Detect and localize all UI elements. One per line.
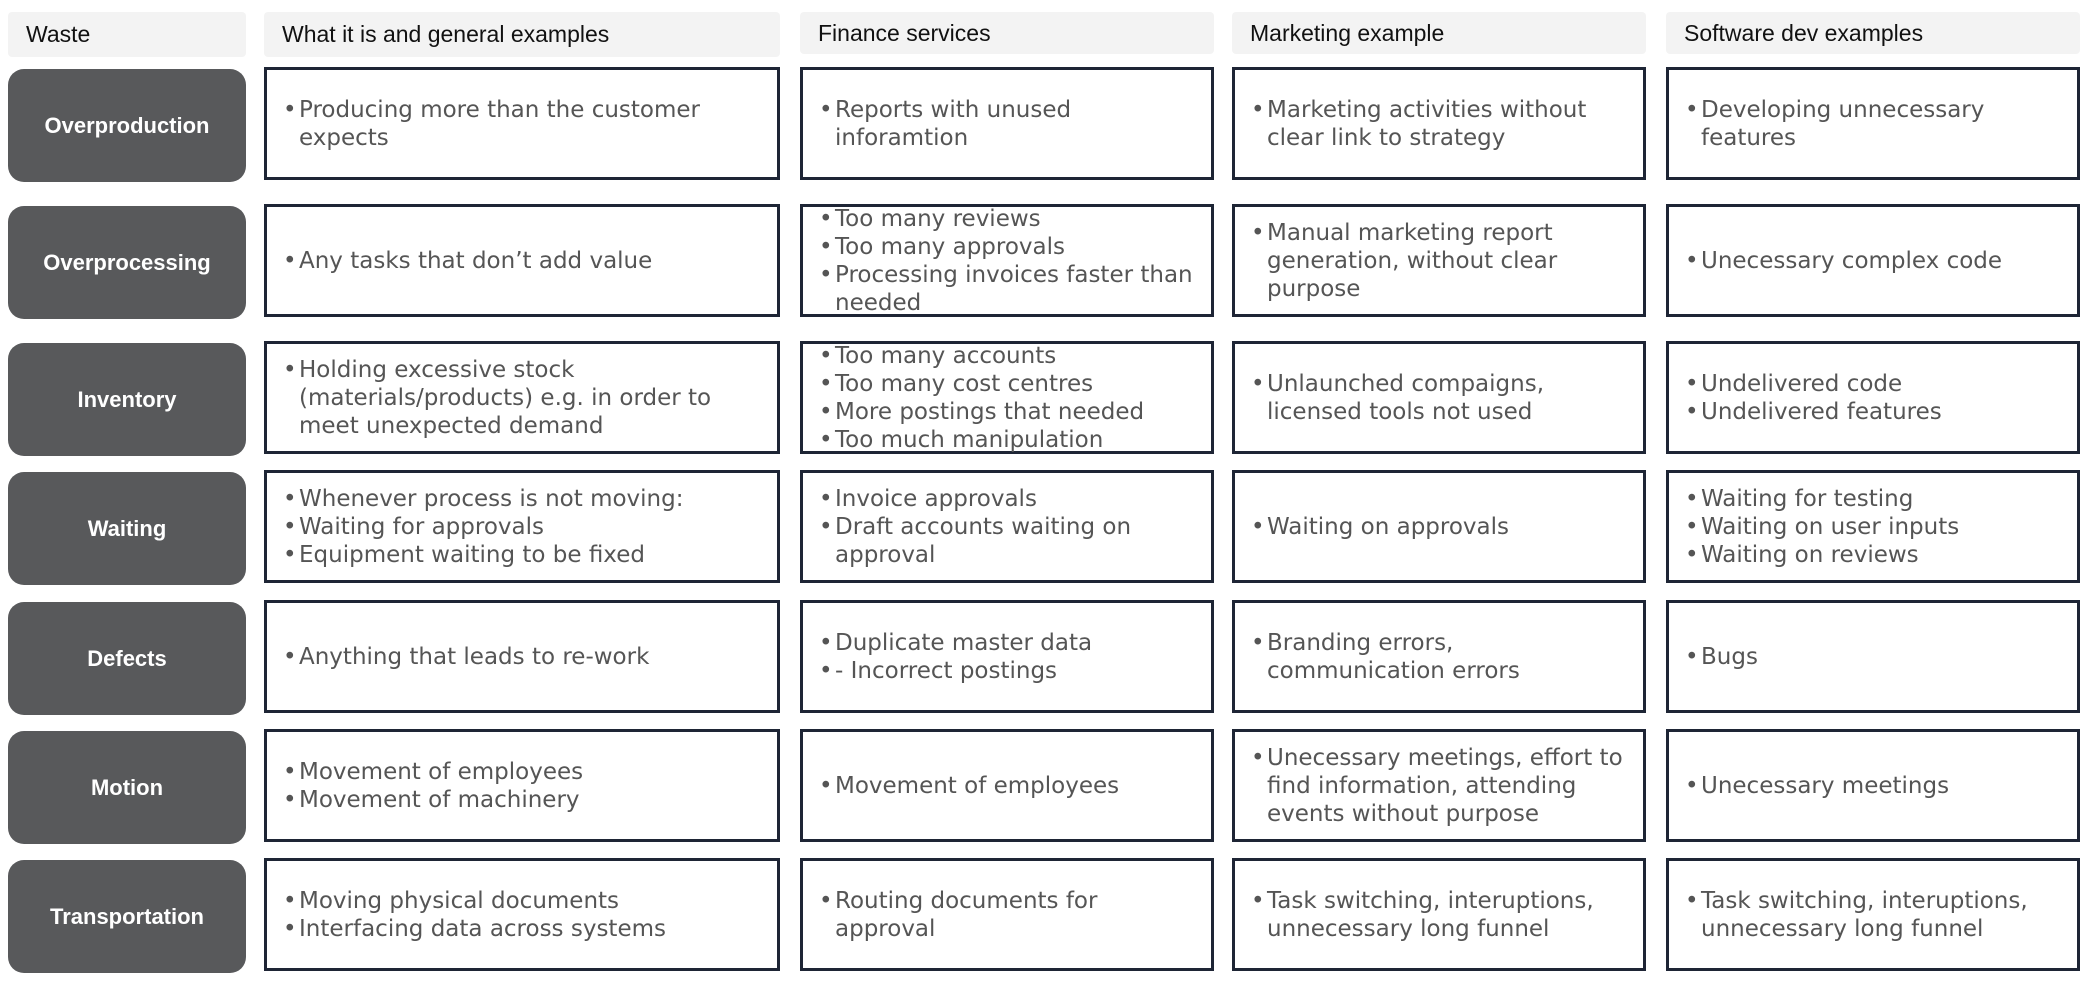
cell-marketing xyxy=(1232,729,1646,842)
cell-finance xyxy=(800,204,1214,317)
bullet-item: • Unecessary complex code xyxy=(1685,247,2063,275)
bullet-item: • Producing more than the customer expects xyxy=(283,96,763,152)
header-finance-services: Finance services xyxy=(800,12,1214,54)
header-software-dev-examples: Software dev examples xyxy=(1666,12,2080,54)
header-general-examples: What it is and general examples xyxy=(264,12,780,57)
bullet-item: • Routing documents for approval xyxy=(819,887,1197,943)
bullet-item: • Too many approvals xyxy=(819,233,1197,261)
bullet-item: • Movement of machinery xyxy=(283,786,763,814)
bullet-item: • Task switching, interuptions, unnecessary long funnel xyxy=(1685,887,2063,943)
bullet-list xyxy=(1251,96,1629,152)
bullet-item: • Whenever process is not moving: xyxy=(283,485,763,513)
bullet-list xyxy=(283,758,763,814)
waste-label-inventory: Inventory xyxy=(8,343,246,456)
bullet-item: • Developing unnecessary features xyxy=(1685,96,2063,152)
bullet-list xyxy=(819,205,1197,317)
bullet-item: • Equipment waiting to be fixed xyxy=(283,541,763,569)
bullet-item: • Any tasks that don’t add value xyxy=(283,247,763,275)
bullet-list xyxy=(1251,513,1629,541)
bullet-item: • Too many accounts xyxy=(819,342,1197,370)
bullet-list xyxy=(283,643,763,671)
cell-general xyxy=(264,341,780,454)
cell-software xyxy=(1666,600,2080,713)
bullet-list xyxy=(1685,643,2063,671)
bullet-item: • Waiting on approvals xyxy=(1251,513,1629,541)
waste-label-transportation: Transportation xyxy=(8,860,246,973)
waste-label-waiting: Waiting xyxy=(8,472,246,585)
bullet-item: • Draft accounts waiting on approval xyxy=(819,513,1197,569)
cell-finance xyxy=(800,729,1214,842)
waste-label-motion: Motion xyxy=(8,731,246,844)
cell-general xyxy=(264,729,780,842)
bullet-list xyxy=(283,485,763,569)
bullet-item: • Marketing activities without clear link to strategy xyxy=(1251,96,1629,152)
bullet-item: • Moving physical documents xyxy=(283,887,763,915)
cell-software xyxy=(1666,470,2080,583)
cell-software xyxy=(1666,67,2080,180)
cell-marketing xyxy=(1232,204,1646,317)
cell-finance xyxy=(800,470,1214,583)
cell-marketing xyxy=(1232,341,1646,454)
waste-label-overproduction: Overproduction xyxy=(8,69,246,182)
bullet-item: • Waiting on reviews xyxy=(1685,541,2063,569)
bullet-list xyxy=(1251,370,1629,426)
bullet-item: • Unlaunched compaigns, licensed tools not used xyxy=(1251,370,1629,426)
bullet-item: • Waiting for testing xyxy=(1685,485,2063,513)
bullet-item: • - Incorrect postings xyxy=(819,657,1197,685)
cell-general xyxy=(264,204,780,317)
cell-software xyxy=(1666,204,2080,317)
bullet-item: • Anything that leads to re-work xyxy=(283,643,763,671)
cell-general xyxy=(264,67,780,180)
bullet-item: • Bugs xyxy=(1685,643,2063,671)
bullet-list xyxy=(1251,219,1629,303)
bullet-item: • Interfacing data across systems xyxy=(283,915,763,943)
cell-finance xyxy=(800,858,1214,971)
bullet-item: • Undelivered features xyxy=(1685,398,2063,426)
waste-label-overprocessing: Overprocessing xyxy=(8,206,246,319)
bullet-item: • Unecessary meetings xyxy=(1685,772,2063,800)
bullet-item: • Too many cost centres xyxy=(819,370,1197,398)
bullet-item: • More postings that needed xyxy=(819,398,1197,426)
bullet-item: • Waiting for approvals xyxy=(283,513,763,541)
cell-marketing xyxy=(1232,858,1646,971)
bullet-list xyxy=(1685,370,2063,426)
bullet-list xyxy=(819,887,1197,943)
bullet-item: • Invoice approvals xyxy=(819,485,1197,513)
cell-finance xyxy=(800,67,1214,180)
cell-software xyxy=(1666,729,2080,842)
bullet-list xyxy=(1251,887,1629,943)
bullet-item: • Branding errors, communication errors xyxy=(1251,629,1629,685)
bullet-item: • Reports with unused inforamtion xyxy=(819,96,1197,152)
bullet-list xyxy=(283,96,763,152)
cell-software xyxy=(1666,858,2080,971)
bullet-list xyxy=(283,887,763,943)
bullet-item: • Task switching, interuptions, unnecessary long funnel xyxy=(1251,887,1629,943)
cell-marketing xyxy=(1232,67,1646,180)
bullet-item: • Movement of employees xyxy=(283,758,763,786)
bullet-list xyxy=(1685,485,2063,569)
bullet-list xyxy=(1251,744,1629,828)
cell-finance xyxy=(800,600,1214,713)
bullet-list xyxy=(819,485,1197,569)
bullet-item: • Holding excessive stock (materials/products) e.g. in order to meet unexpected demand xyxy=(283,356,763,440)
header-marketing-example: Marketing example xyxy=(1232,12,1646,54)
cell-marketing xyxy=(1232,600,1646,713)
bullet-list xyxy=(283,356,763,440)
bullet-item: • Processing invoices faster than needed xyxy=(819,261,1197,317)
bullet-list xyxy=(819,342,1197,454)
waste-label-defects: Defects xyxy=(8,602,246,715)
bullet-item: • Too much manipulation xyxy=(819,426,1197,454)
bullet-item: • Undelivered code xyxy=(1685,370,2063,398)
bullet-item: • Manual marketing report generation, without clear purpose xyxy=(1251,219,1629,303)
bullet-list xyxy=(1685,96,2063,152)
bullet-list xyxy=(1685,772,2063,800)
bullet-item: • Movement of employees xyxy=(819,772,1197,800)
header-waste: Waste xyxy=(8,12,246,57)
bullet-item: • Waiting on user inputs xyxy=(1685,513,2063,541)
cell-general xyxy=(264,858,780,971)
bullet-list xyxy=(1685,247,2063,275)
cell-finance xyxy=(800,341,1214,454)
cell-general xyxy=(264,470,780,583)
bullet-list xyxy=(1685,887,2063,943)
cell-marketing xyxy=(1232,470,1646,583)
bullet-list xyxy=(819,629,1197,685)
bullet-item: • Unecessary meetings, effort to find information, attending events without purpose xyxy=(1251,744,1629,828)
bullet-item: • Duplicate master data xyxy=(819,629,1197,657)
bullet-item: • Too many reviews xyxy=(819,205,1197,233)
bullet-list xyxy=(1251,629,1629,685)
bullet-list xyxy=(819,96,1197,152)
cell-software xyxy=(1666,341,2080,454)
cell-general xyxy=(264,600,780,713)
bullet-list xyxy=(283,247,763,275)
bullet-list xyxy=(819,772,1197,800)
